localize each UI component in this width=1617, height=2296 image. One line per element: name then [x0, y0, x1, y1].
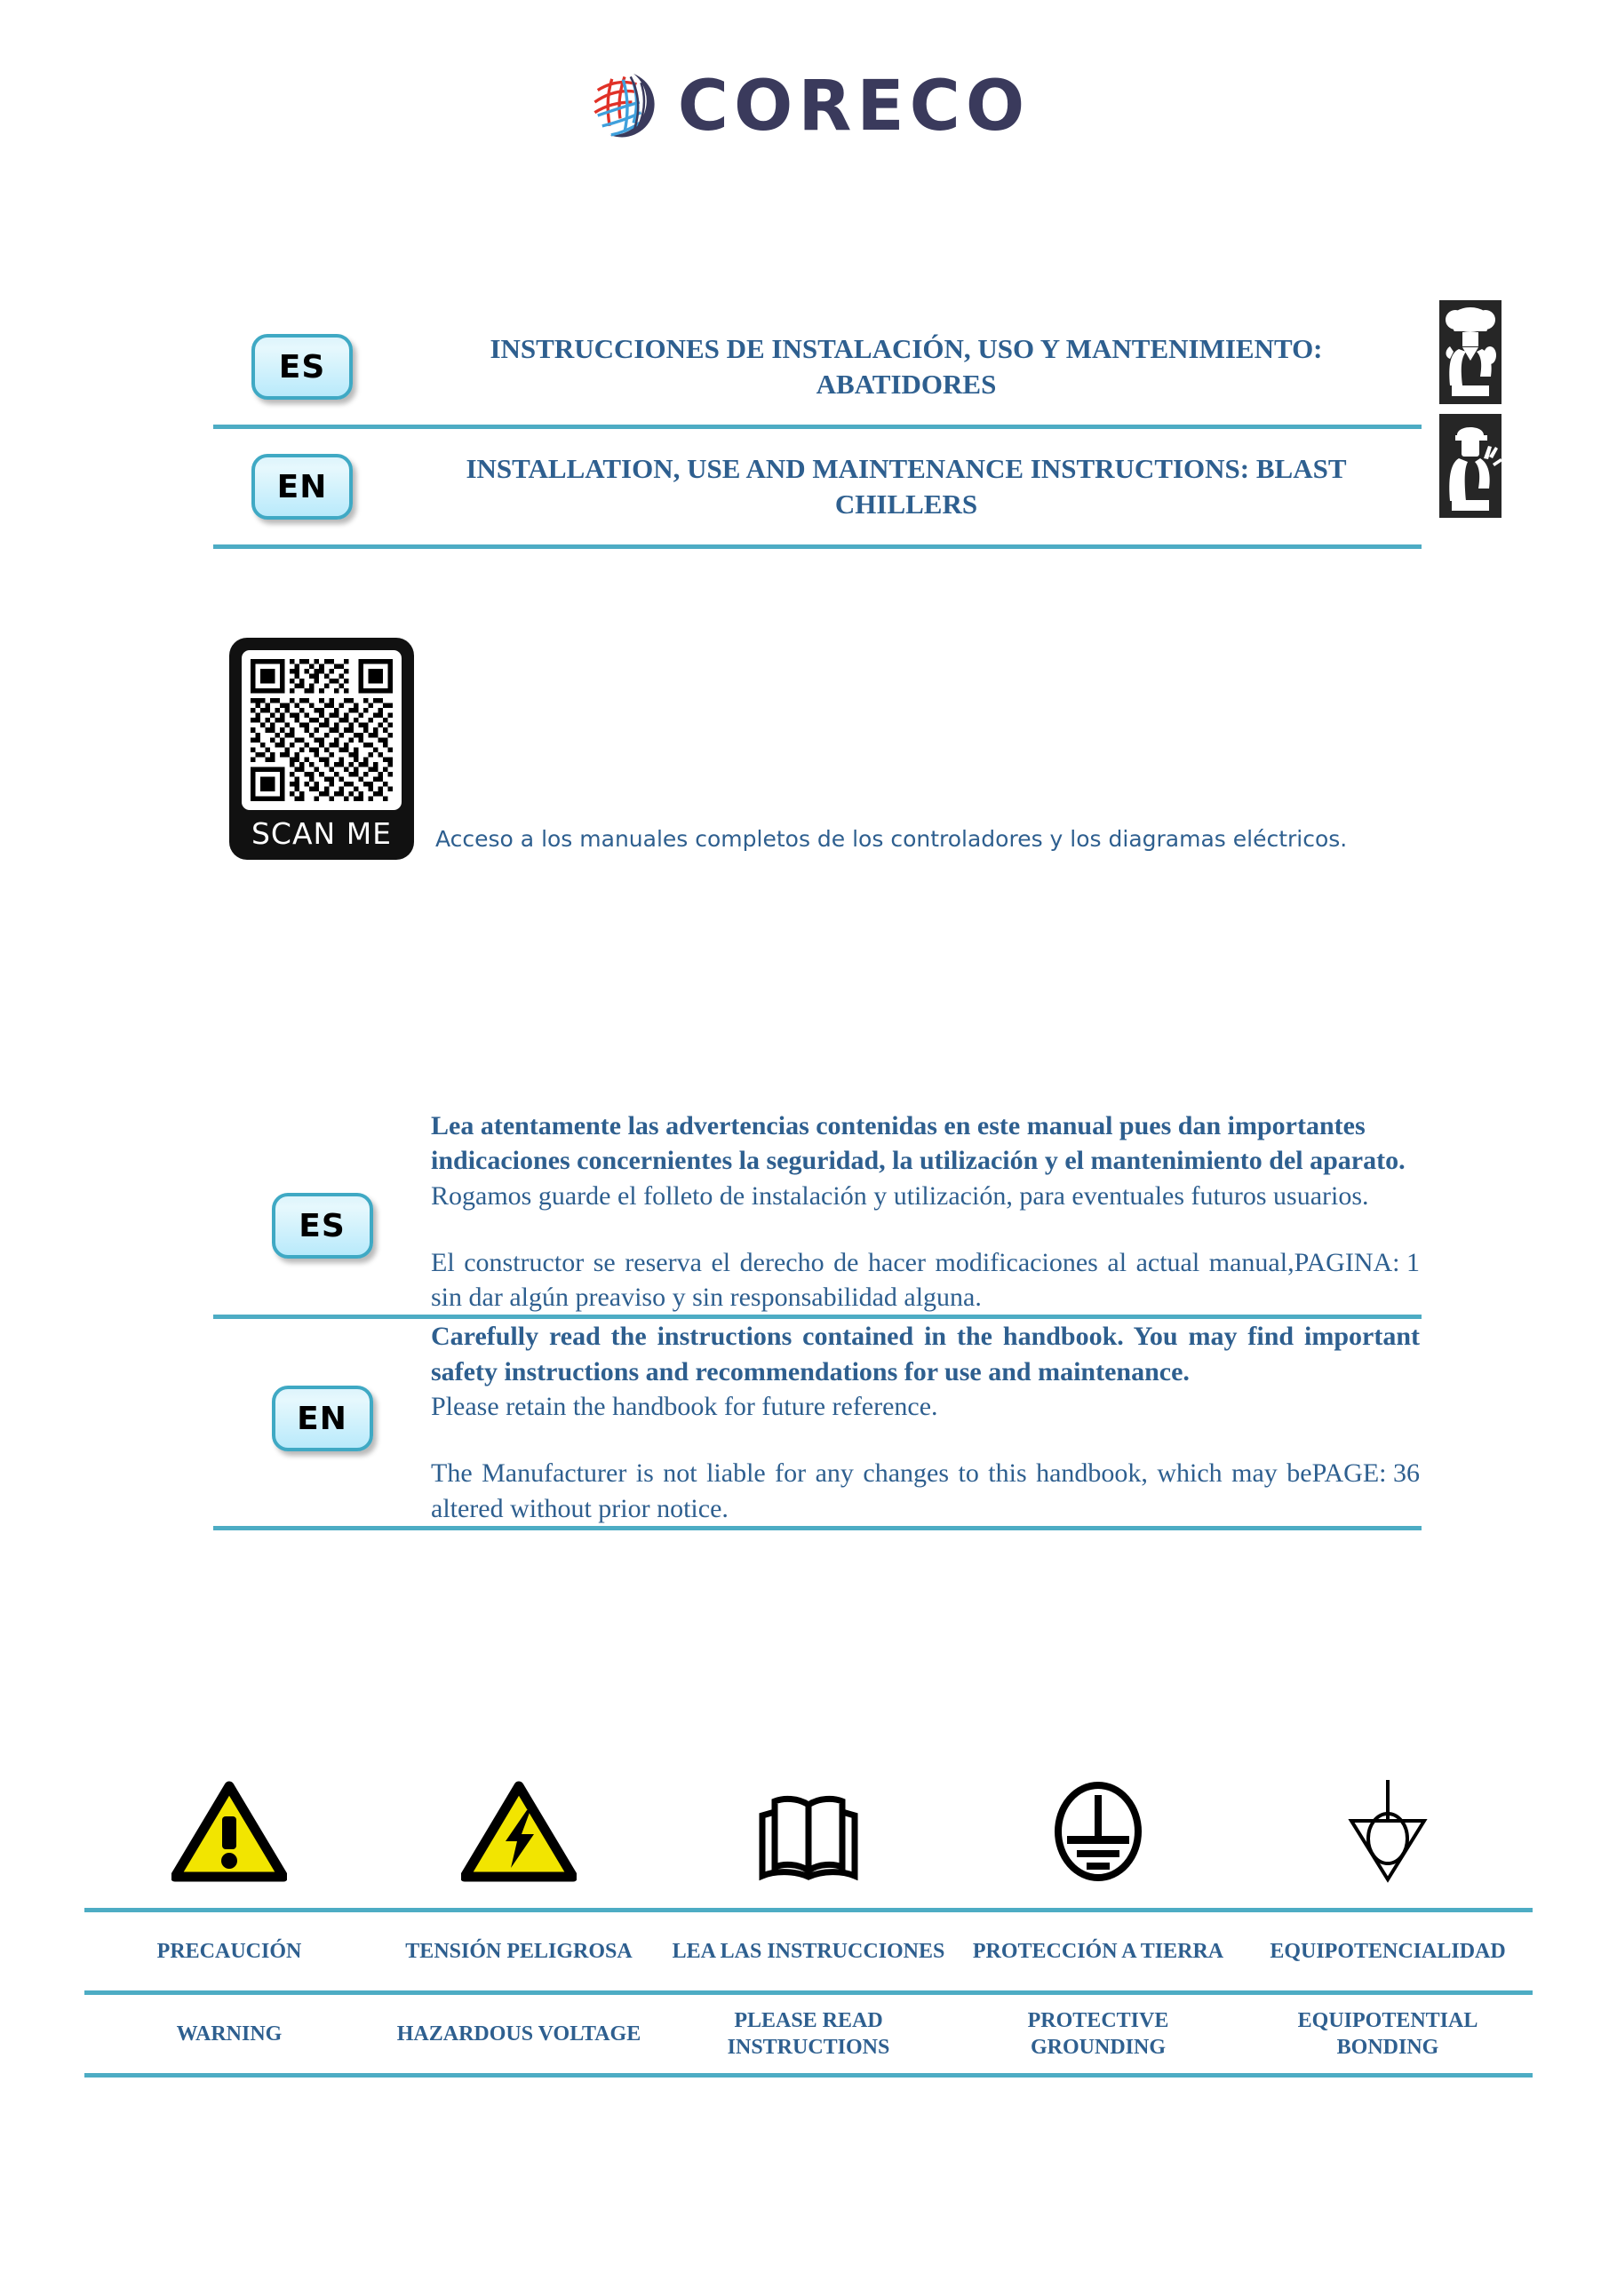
legend-label-es-3: PROTECCIÓN A TIERRA — [972, 1940, 1224, 1963]
chef-icon — [1439, 300, 1502, 404]
legend-table — [84, 1908, 1533, 2078]
header-badge-cell-en — [213, 454, 391, 520]
page-ref-es: PAGINA: 1 — [1294, 1247, 1420, 1277]
legend-label-en-4: EQUIPOTENTIAL BONDING — [1297, 2009, 1478, 2059]
legend-row-en — [84, 1995, 1533, 2073]
notice-regular-es: Rogamos guarde el folleto de instalación y utilización, para eventuales futuros usuarios. — [431, 1180, 1369, 1211]
header-badge-cell-es — [213, 334, 391, 400]
technician-icon — [1439, 414, 1502, 518]
header-title-en: INSTALLATION, USE AND MAINTENANCE INSTRUCTIONS: BLAST CHILLERS — [466, 453, 1347, 520]
legend-label-es-4: EQUIPOTENCIALIDAD — [1270, 1940, 1506, 1963]
notice-bold-en: Carefully read the instructions contained in the handbook. You may find important safety instructions and recommendations for use and maintenance. — [431, 1322, 1420, 1386]
legend-label-es-1: TENSIÓN PELIGROSA — [405, 1940, 633, 1963]
notice-text-en — [431, 1319, 1422, 1525]
page-ref-en: PAGE: 36 — [1311, 1458, 1420, 1489]
notice-regular-en: Please retain the handbook for future reference. — [431, 1392, 938, 1422]
legend-label-en-1: HAZARDOUS VOLTAGE — [396, 2022, 641, 2046]
legend-label-en-0: WARNING — [176, 2022, 283, 2046]
warning-triangle-icon — [171, 1781, 287, 1883]
symbol-cell-voltage — [374, 1754, 664, 1883]
open-book-icon — [753, 1785, 864, 1883]
legend-label-en-2: PLEASE READ INSTRUCTIONS — [727, 2009, 890, 2059]
notice-closing-en — [431, 1456, 1420, 1526]
legend-row-es — [84, 1912, 1533, 1990]
header-title-cell-es — [391, 331, 1422, 401]
globe-icon — [587, 69, 662, 144]
notice-badge-cell-es — [213, 1108, 431, 1259]
header-table — [213, 309, 1422, 549]
qr-code-block[interactable] — [229, 638, 414, 860]
qr-scan-me-label: SCAN ME — [251, 816, 393, 851]
language-badge-es[interactable]: ES — [251, 334, 353, 400]
notice-closing-text-es: El constructor se reserva el derecho de hacer modificaciones al actual manual, sin dar algún preaviso y sin responsabilidad alguna. — [431, 1247, 1294, 1313]
header-title-cell-en — [391, 451, 1422, 521]
symbol-cell-earth — [953, 1754, 1243, 1883]
safety-symbols-row — [84, 1754, 1533, 1883]
brand-logo — [0, 67, 1617, 147]
divider-rule-2 — [213, 544, 1422, 549]
notice-badge-cell-en — [213, 1319, 431, 1451]
equipotential-bonding-icon — [1339, 1776, 1437, 1883]
legend-label-es-2: LEA LAS INSTRUCCIONES — [672, 1940, 945, 1963]
divider-rule-4 — [213, 1526, 1422, 1530]
language-badge-en[interactable]: EN — [251, 454, 353, 520]
legend-rule-bottom — [84, 2073, 1533, 2078]
notice-spacer-en — [431, 1424, 1420, 1456]
notice-row-en — [213, 1319, 1422, 1525]
legend-label-es-0: PRECAUCIÓN — [156, 1940, 302, 1963]
notice-closing-text-en: The Manufacturer is not liable for any changes to this handbook, which may be altered without prior notice. — [431, 1458, 1312, 1523]
brand-name: CORECO — [677, 67, 1031, 147]
protective-earth-icon — [1047, 1781, 1150, 1883]
header-row-en — [213, 429, 1422, 544]
high-voltage-triangle-icon — [461, 1781, 577, 1883]
notice-text-es — [431, 1108, 1422, 1315]
legend-label-en-3: PROTECTIVE GROUNDING — [1027, 2009, 1169, 2059]
qr-caption: Acceso a los manuales completos de los controladores y los diagramas eléctricos. — [435, 826, 1348, 852]
notice-spacer-es — [431, 1213, 1420, 1245]
notice-language-badge-en[interactable]: EN — [272, 1386, 373, 1451]
notice-row-es — [213, 1108, 1422, 1315]
notice-table — [213, 1108, 1422, 1530]
notice-bold-es: Lea atentamente las advertencias contenidas en este manual pues dan importantes indicaciones concernientes la seguridad, la utilización y el mantenimiento del aparato. — [431, 1111, 1406, 1176]
notice-language-badge-es[interactable]: ES — [272, 1193, 373, 1259]
qr-code-icon — [242, 650, 402, 810]
header-title-es: INSTRUCCIONES DE INSTALACIÓN, USO Y MANTENIMIENTO: ABATIDORES — [490, 333, 1323, 400]
symbol-cell-warning — [84, 1754, 374, 1883]
symbol-cell-book — [664, 1754, 953, 1883]
symbol-cell-equipotential — [1243, 1754, 1533, 1883]
notice-closing-es — [431, 1245, 1420, 1315]
header-row-es — [213, 309, 1422, 425]
